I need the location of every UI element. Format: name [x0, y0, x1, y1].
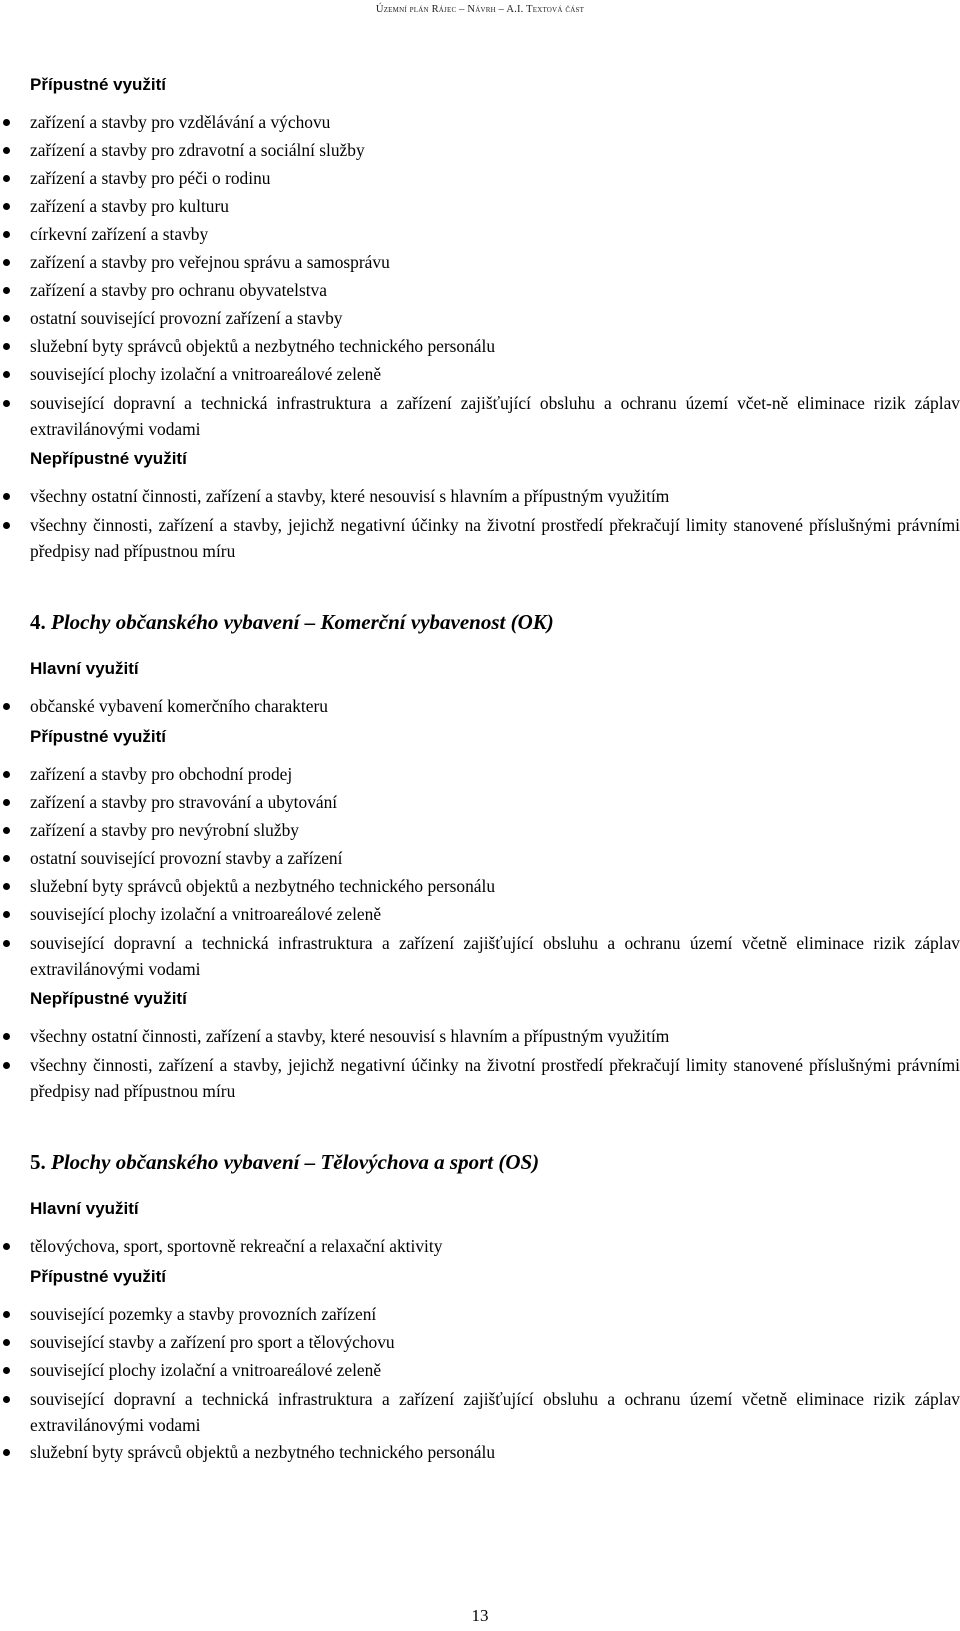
section-dash: – [304, 1150, 316, 1174]
main-use-heading: Hlavní využití [30, 659, 139, 678]
list-item: církevní zařízení a stavby [30, 220, 960, 248]
permitted-use-heading: Přípustné využití [30, 75, 167, 94]
section-heading-os [30, 1148, 960, 1176]
list-item: služební byty správců objektů a nezbytného technického personálu [30, 872, 960, 900]
running-header: Územní plán Rájec – Návrh – A.I. Textová část [375, 4, 585, 15]
list-item: zařízení a stavby pro zdravotní a sociální služby [30, 136, 960, 164]
permitted-use-list [30, 760, 960, 982]
list-item: zařízení a stavby pro veřejnou správu a samosprávu [30, 248, 960, 276]
list-item: služební byty správců objektů a nezbytného technického personálu [30, 1438, 960, 1466]
section-dash: – [304, 610, 316, 634]
permitted-use-heading: Přípustné využití [30, 727, 167, 746]
list-item: související plochy izolační a vnitroareálové zeleně [30, 1356, 960, 1384]
forbidden-use-heading: Nepřípustné využití [30, 449, 187, 468]
list-item: zařízení a stavby pro nevýrobní služby [30, 816, 960, 844]
list-item: všechny činnosti, zařízení a stavby, jejichž negativní účinky na životní prostředí překračují limity stanovené příslušnými právními předpisy nad přípustnou míru [30, 1052, 960, 1104]
main-use-list [30, 692, 960, 720]
forbidden-use-list [30, 1022, 960, 1104]
list-item: zařízení a stavby pro kulturu [30, 192, 960, 220]
permitted-use-list [30, 108, 960, 442]
page-content [30, 74, 960, 1466]
list-item: tělovýchova, sport, sportovně rekreační a relaxační aktivity [30, 1232, 960, 1260]
list-item: související plochy izolační a vnitroareálové zeleně [30, 360, 960, 388]
list-item: všechny ostatní činnosti, zařízení a stavby, které nesouvisí s hlavním a přípustným využitím [30, 482, 960, 510]
forbidden-use-list [30, 482, 960, 564]
main-use-heading: Hlavní využití [30, 1199, 139, 1218]
list-item: všechny ostatní činnosti, zařízení a stavby, které nesouvisí s hlavním a přípustným využitím [30, 1022, 960, 1050]
list-item: služební byty správců objektů a nezbytného technického personálu [30, 332, 960, 360]
permitted-use-heading: Přípustné využití [30, 1267, 167, 1286]
section-subtitle: Tělovýchova a sport (OS) [320, 1150, 540, 1174]
list-item: související plochy izolační a vnitroareálové zeleně [30, 900, 960, 928]
section-title: Plochy občanského vybavení [51, 1150, 300, 1174]
section-number: 5. [30, 1150, 46, 1174]
permitted-use-list [30, 1300, 960, 1466]
list-item: související dopravní a technická infrastruktura a zařízení zajišťující obsluhu a ochranu území včetně eliminace rizik záplav extravilánovými vodami [30, 930, 960, 982]
list-item: související dopravní a technická infrastruktura a zařízení zajišťující obsluhu a ochranu území včetně eliminace rizik záplav extravilánovými vodami [30, 1386, 960, 1438]
list-item: ostatní související provozní stavby a zařízení [30, 844, 960, 872]
section-title: Plochy občanského vybavení [51, 610, 300, 634]
list-item: zařízení a stavby pro péči o rodinu [30, 164, 960, 192]
list-item: občanské vybavení komerčního charakteru [30, 692, 960, 720]
list-item: související stavby a zařízení pro sport a tělovýchovu [30, 1328, 960, 1356]
section-number: 4. [30, 610, 46, 634]
list-item: zařízení a stavby pro vzdělávání a výchovu [30, 108, 960, 136]
list-item: ostatní související provozní zařízení a stavby [30, 304, 960, 332]
list-item: zařízení a stavby pro obchodní prodej [30, 760, 960, 788]
page-number: 13 [471, 1606, 489, 1625]
list-item: všechny činnosti, zařízení a stavby, jejichž negativní účinky na životní prostředí překračují limity stanovené příslušnými právními předpisy nad přípustnou míru [30, 512, 960, 564]
list-item: zařízení a stavby pro stravování a ubytování [30, 788, 960, 816]
list-item: související dopravní a technická infrastruktura a zařízení zajišťující obsluhu a ochranu území včet-ně eliminace rizik záplav extravilánovými vodami [30, 390, 960, 442]
forbidden-use-heading: Nepřípustné využití [30, 989, 187, 1008]
list-item: zařízení a stavby pro ochranu obyvatelstva [30, 276, 960, 304]
section-subtitle: Komerční vybavenost (OK) [320, 610, 554, 634]
list-item: související pozemky a stavby provozních zařízení [30, 1300, 960, 1328]
main-use-list [30, 1232, 960, 1260]
section-heading-ok [30, 608, 960, 636]
